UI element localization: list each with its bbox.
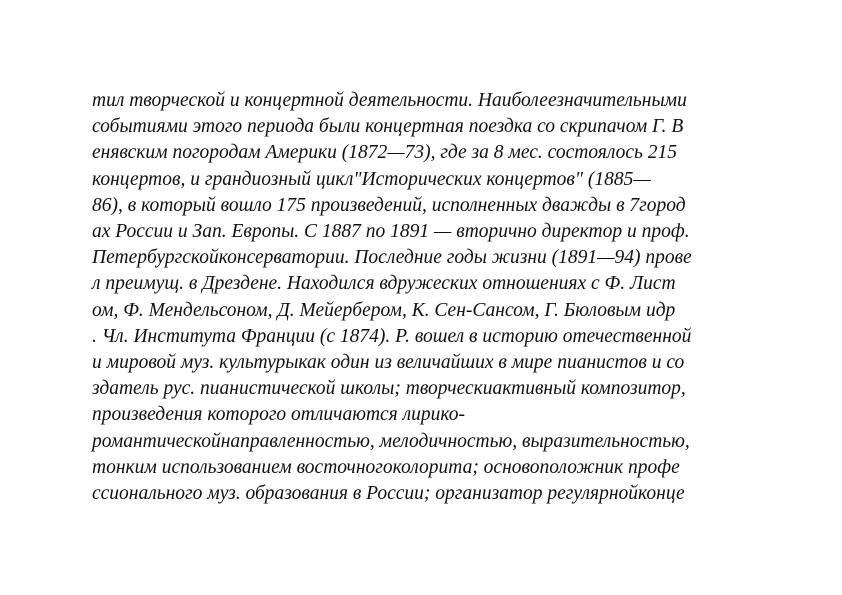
text-line: событиями этого периода были концертная поездка со скрипачом Г. В [92, 116, 684, 138]
text-line: ом, Ф. Мендельсоном, Д. Мейербером, К. Сен-Сансом, Г. Бюловым идр [92, 299, 676, 321]
text-line: ах России и Зап. Европы. С 1887 по 1891 — вторично директор и проф. [92, 221, 690, 243]
text-line: ссионального муз. образования в России; организатор регулярнойконце [92, 483, 685, 505]
text-line: енявским погородам Америки (1872—73), где за 8 мес. состоялось 215 [92, 142, 678, 164]
text-line: произведения которого отличаются лирико- [92, 404, 465, 426]
text-line: здатель рус. пианистической школы; творческиактивный композитор, [92, 378, 686, 400]
text-line: и мировой муз. культурыкак один из величайших в мире пианистов и со [92, 352, 685, 374]
text-line: . Чл. Института Франции (с 1874). Р. вошел в историю отечественной [92, 325, 692, 347]
text-line: концертов, и грандиозный цикл"Исторических концертов" (1885— [92, 168, 651, 190]
text-line: романтическойнаправленностью, мелодичностью, выразительностью, [92, 430, 690, 452]
text-line: тонким использованием восточногоколорита; основоположник профе [92, 456, 680, 478]
body-text [92, 88, 792, 507]
text-line: тил творческой и концертной деятельности. Наиболеезначительными [92, 90, 687, 111]
text-line: Петербургскойконсерватории. Последние годы жизни (1891—94) прове [92, 247, 692, 269]
text-line: л преимущ. в Дрездене. Находился вдружеских отношениях с Ф. Лист [92, 273, 676, 295]
text-line: 86), в который вошло 175 произведений, исполненных дважды в 7город [92, 194, 686, 216]
